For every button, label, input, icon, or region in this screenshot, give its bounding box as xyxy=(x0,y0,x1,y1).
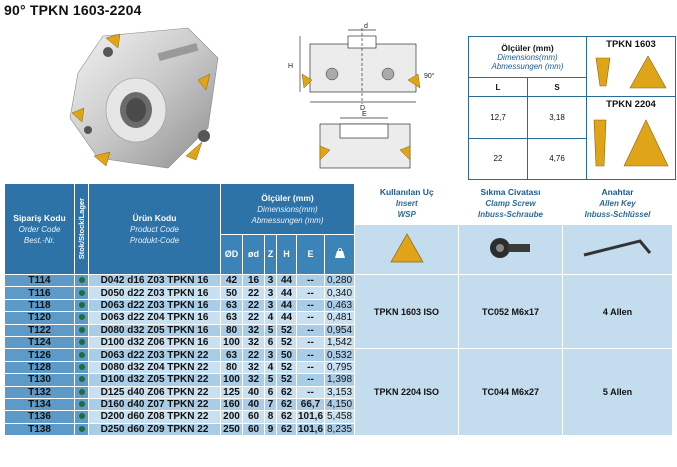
insert-row-1-s: 3,18 xyxy=(528,97,587,138)
dim-E: 101,6 xyxy=(297,423,324,435)
col-s-header: S xyxy=(528,78,587,97)
dim-D: 200 xyxy=(221,411,243,423)
table-row xyxy=(5,349,673,361)
dim-E: -- xyxy=(297,275,325,287)
stock-indicator xyxy=(79,339,85,345)
product-code: D063 d22 Z03 TPKN 22 xyxy=(89,349,221,361)
screw-icon-cell xyxy=(459,224,563,275)
dim-H: 52 xyxy=(277,361,297,373)
order-code: T132 xyxy=(5,386,75,398)
label-angle: 90° xyxy=(424,73,435,80)
product-code: D250 d60 Z09 TPKN 22 xyxy=(89,423,221,435)
stock-dot xyxy=(75,349,89,361)
product-code: D200 d60 Z08 TPKN 22 xyxy=(89,411,221,423)
stock-indicator xyxy=(79,364,85,370)
label-d: d xyxy=(364,23,368,30)
stock-indicator xyxy=(79,426,85,432)
stock-indicator xyxy=(79,302,85,308)
dim-H: 44 xyxy=(277,312,297,324)
weight: 1,398 xyxy=(325,374,355,386)
product-code: D080 d32 Z05 TPKN 16 xyxy=(89,324,221,336)
dim-Z: 9 xyxy=(265,423,277,435)
header-olculer: Ölçüler (mm) Dimensions(mm) Abmessungen (mm) xyxy=(221,184,355,235)
group-insert: TPKN 1603 ISO xyxy=(355,275,459,349)
dim-H: 50 xyxy=(277,349,297,361)
group-screw: TC044 M6x27 xyxy=(459,349,563,436)
order-code: T120 xyxy=(5,312,75,324)
dim-d: 32 xyxy=(243,374,265,386)
dim-D: 80 xyxy=(221,361,243,373)
page-title: 90° TPKN 1603-2204 xyxy=(4,2,142,18)
dim-H: 62 xyxy=(277,411,297,423)
weight: 0,280 xyxy=(325,275,355,287)
dim-E: -- xyxy=(297,312,325,324)
order-code: T122 xyxy=(5,324,75,336)
dim-Z: 6 xyxy=(265,386,277,398)
dim-E: -- xyxy=(297,287,325,299)
dim-Z: 3 xyxy=(265,287,277,299)
dims-de: Abmessungen (mm) xyxy=(491,62,564,72)
sub-d: ød xyxy=(243,235,265,275)
product-code: D100 d32 Z05 TPKN 22 xyxy=(89,374,221,386)
product-code: D125 d40 Z06 TPKN 22 xyxy=(89,386,221,398)
stock-indicator xyxy=(79,290,85,296)
dim-D: 63 xyxy=(221,349,243,361)
dim-D: 63 xyxy=(221,312,243,324)
header-siparis: Sipariş Kodu Order Code Best.-Nr. xyxy=(5,184,75,275)
product-code: D080 d32 Z04 TPKN 22 xyxy=(89,361,221,373)
product-code: D063 d22 Z03 TPKN 16 xyxy=(89,299,221,311)
dim-H: 62 xyxy=(277,423,297,435)
dim-D: 50 xyxy=(221,287,243,299)
dim-E: -- xyxy=(297,336,325,348)
weight: 0,481 xyxy=(325,312,355,324)
dim-D: 42 xyxy=(221,275,243,287)
dim-d: 32 xyxy=(243,336,265,348)
order-code: T114 xyxy=(5,275,75,287)
product-code: D160 d40 Z07 TPKN 22 xyxy=(89,398,221,410)
dim-E: -- xyxy=(297,386,325,398)
dim-E: 66,7 xyxy=(297,398,325,410)
dim-D: 250 xyxy=(221,423,243,435)
sub-E: E xyxy=(297,235,325,275)
dim-H: 44 xyxy=(277,287,297,299)
insert-dimensions xyxy=(468,36,676,180)
triangle-insert-icon xyxy=(387,230,427,266)
stock-dot xyxy=(75,275,89,287)
dim-Z: 3 xyxy=(265,349,277,361)
weight: 0,795 xyxy=(325,361,355,373)
order-code: T128 xyxy=(5,361,75,373)
stock-dot xyxy=(75,423,89,435)
col-l-header: L xyxy=(469,78,528,97)
dim-D: 100 xyxy=(221,374,243,386)
weight: 0,340 xyxy=(325,287,355,299)
group-key: 4 Allen xyxy=(563,275,673,349)
header-sikma: Sıkma Civatası Clamp Screw Inbuss-Schraube xyxy=(478,187,543,219)
dim-Z: 4 xyxy=(265,312,277,324)
dim-Z: 3 xyxy=(265,299,277,311)
stock-dot xyxy=(75,336,89,348)
order-code: T124 xyxy=(5,336,75,348)
header-urun: Ürün Kodu Product Code Produkt-Code xyxy=(89,184,221,275)
stock-dot xyxy=(75,386,89,398)
key-icon-cell xyxy=(563,224,673,275)
stock-dot xyxy=(75,411,89,423)
dim-H: 52 xyxy=(277,336,297,348)
weight: 0,532 xyxy=(325,349,355,361)
table-row xyxy=(5,275,673,287)
insert-1603-icon xyxy=(588,50,674,94)
group-key: 5 Allen xyxy=(563,349,673,436)
dim-D: 100 xyxy=(221,336,243,348)
order-code: T126 xyxy=(5,349,75,361)
header-stok: Stok/Stock/Lager xyxy=(75,184,89,275)
product-table xyxy=(4,183,673,436)
weight: 1,542 xyxy=(325,336,355,348)
insert-2204-icon xyxy=(588,110,674,172)
milling-cutter-image xyxy=(58,18,228,178)
stock-indicator xyxy=(79,327,85,333)
dim-Z: 5 xyxy=(265,374,277,386)
insert-row-1-l: 12,7 xyxy=(469,97,528,138)
weight: 4,150 xyxy=(325,398,355,410)
stock-dot xyxy=(75,312,89,324)
dim-Z: 4 xyxy=(265,361,277,373)
insert-type-2: TPKN 2204 xyxy=(606,99,656,111)
stock-indicator xyxy=(79,376,85,382)
stock-dot xyxy=(75,398,89,410)
insert-row-2-l: 22 xyxy=(469,138,528,179)
dim-Z: 3 xyxy=(265,275,277,287)
dim-Z: 7 xyxy=(265,398,277,410)
product-code: D063 d22 Z04 TPKN 16 xyxy=(89,312,221,324)
stock-indicator xyxy=(79,352,85,358)
insert-type-1: TPKN 1603 xyxy=(606,39,656,50)
dim-d: 22 xyxy=(243,312,265,324)
group-screw: TC052 M6x17 xyxy=(459,275,563,349)
weight: 0,954 xyxy=(325,324,355,336)
allen-key-icon xyxy=(578,233,658,263)
dim-E: -- xyxy=(297,299,325,311)
dim-Z: 6 xyxy=(265,336,277,348)
dim-H: 44 xyxy=(277,299,297,311)
sub-Z: Z xyxy=(265,235,277,275)
dim-d: 32 xyxy=(243,361,265,373)
sub-D: ØD xyxy=(221,235,243,275)
dims-title: Ölçüler (mm) xyxy=(501,43,554,54)
order-code: T118 xyxy=(5,299,75,311)
order-code: T136 xyxy=(5,411,75,423)
stock-dot xyxy=(75,299,89,311)
dim-H: 62 xyxy=(277,386,297,398)
stock-indicator xyxy=(79,389,85,395)
stock-indicator xyxy=(79,401,85,407)
weight-icon xyxy=(325,235,355,275)
dim-d: 16 xyxy=(243,275,265,287)
weight: 8,235 xyxy=(325,423,355,435)
stock-indicator xyxy=(79,413,85,419)
dim-E: -- xyxy=(297,349,325,361)
dim-d: 22 xyxy=(243,299,265,311)
insert-row-2-s: 4,76 xyxy=(528,138,587,179)
header-kullanilan: Kullanılan Uç Insert WSP xyxy=(379,187,434,219)
label-E: E xyxy=(362,111,367,118)
product-code: D042 d16 Z03 TPKN 16 xyxy=(89,275,221,287)
dim-H: 52 xyxy=(277,374,297,386)
order-code: T130 xyxy=(5,374,75,386)
stock-indicator xyxy=(79,314,85,320)
stock-dot xyxy=(75,324,89,336)
order-code: T116 xyxy=(5,287,75,299)
dim-d: 22 xyxy=(243,287,265,299)
dim-E: -- xyxy=(297,324,325,336)
technical-drawing xyxy=(270,22,466,188)
order-code: T134 xyxy=(5,398,75,410)
dim-d: 60 xyxy=(243,423,265,435)
dim-E: 101,6 xyxy=(297,411,324,423)
dim-H: 44 xyxy=(277,275,297,287)
dim-E: -- xyxy=(297,374,325,386)
dim-d: 60 xyxy=(243,411,265,423)
dim-d: 22 xyxy=(243,349,265,361)
label-h: H xyxy=(288,63,294,70)
stock-dot xyxy=(75,361,89,373)
screw-icon xyxy=(488,233,534,263)
header-anahtar: Anahtar Allen Key Inbuss-Schlüssel xyxy=(584,187,651,219)
dim-H: 52 xyxy=(277,324,297,336)
order-code: T138 xyxy=(5,423,75,435)
dim-d: 32 xyxy=(243,324,265,336)
dim-d: 40 xyxy=(243,386,265,398)
dim-D: 160 xyxy=(221,398,243,410)
dim-D: 80 xyxy=(221,324,243,336)
weight: 0,463 xyxy=(325,299,355,311)
insert-icon-cell xyxy=(355,224,459,275)
stock-indicator xyxy=(79,277,85,283)
dims-tr: Dimensions(mm) xyxy=(497,53,558,63)
dim-D: 63 xyxy=(221,299,243,311)
stock-dot xyxy=(75,287,89,299)
sub-H: H xyxy=(277,235,297,275)
dim-H: 62 xyxy=(277,398,297,410)
product-code: D100 d32 Z06 TPKN 16 xyxy=(89,336,221,348)
weight: 3,153 xyxy=(325,386,355,398)
label-D: D xyxy=(360,105,366,112)
weight: 5,458 xyxy=(325,411,355,423)
dim-Z: 8 xyxy=(265,411,277,423)
product-code: D050 d22 Z03 TPKN 16 xyxy=(89,287,221,299)
dim-D: 125 xyxy=(221,386,243,398)
group-insert: TPKN 2204 ISO xyxy=(355,349,459,436)
stock-dot xyxy=(75,374,89,386)
dim-d: 40 xyxy=(243,398,265,410)
dim-Z: 5 xyxy=(265,324,277,336)
dim-E: -- xyxy=(297,361,325,373)
